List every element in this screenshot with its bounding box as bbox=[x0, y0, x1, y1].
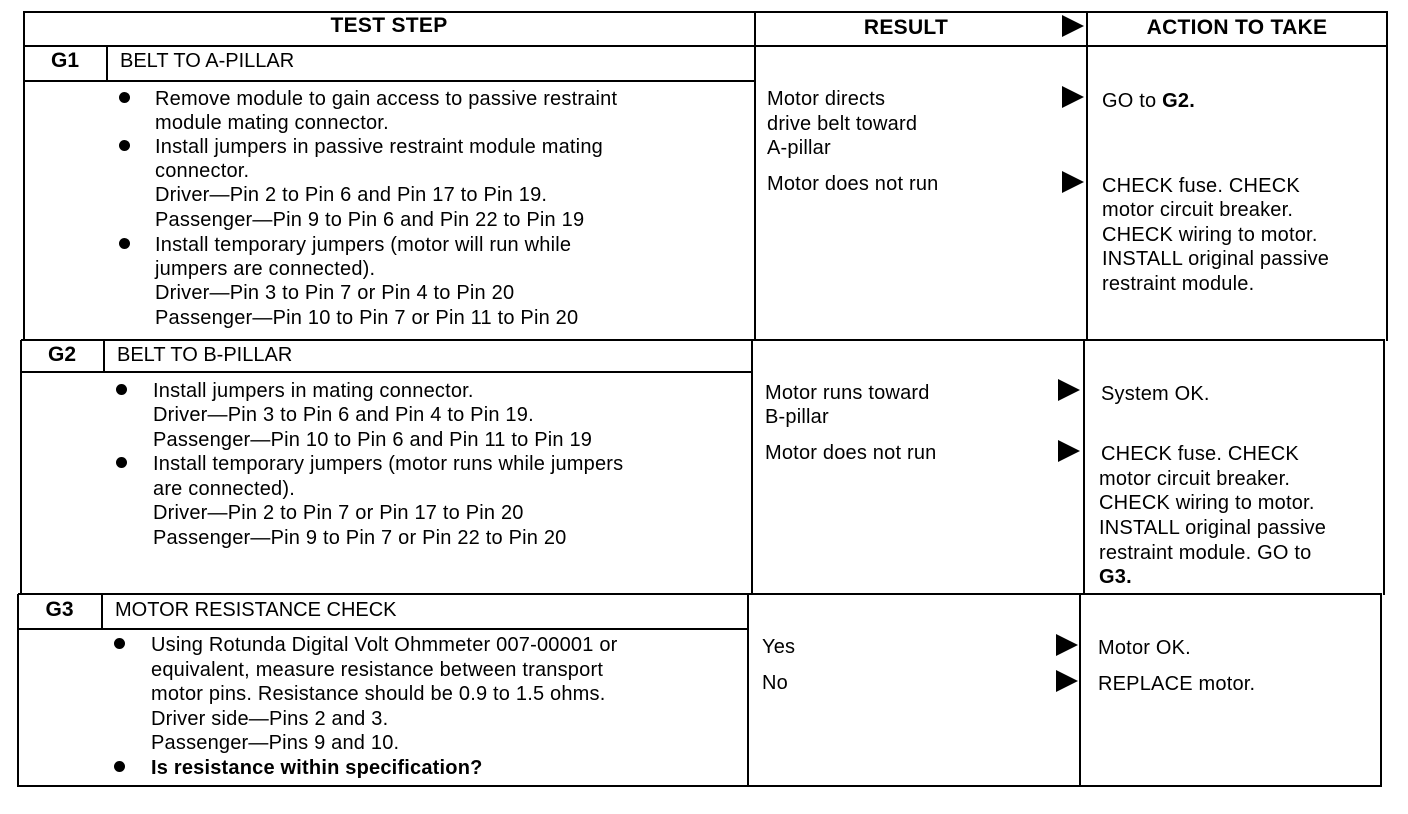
code-cell-divider bbox=[103, 340, 105, 372]
step-code: G2 bbox=[47, 343, 76, 366]
arrow-right-icon bbox=[1056, 634, 1078, 656]
instruction-line: Passenger—Pin 9 to Pin 6 and Pin 22 to Pin 19 bbox=[155, 209, 585, 231]
instruction-line: Using Rotunda Digital Volt Ohmmeter 007-00001 or bbox=[151, 634, 618, 656]
table-border-left bbox=[20, 340, 22, 595]
instruction-line: are connected). bbox=[153, 478, 295, 500]
bullet-icon bbox=[119, 92, 130, 103]
step-title-divider bbox=[24, 80, 755, 82]
code-cell-divider bbox=[106, 45, 108, 81]
result-line: Motor does not run bbox=[765, 442, 937, 464]
arrow-right-icon bbox=[1062, 86, 1084, 108]
arrow-right-icon bbox=[1058, 440, 1080, 462]
table-border-right bbox=[1386, 11, 1388, 341]
arrow-right-icon bbox=[1062, 171, 1084, 193]
column-divider bbox=[747, 594, 749, 787]
instruction-line: Install jumpers in mating connector. bbox=[153, 380, 474, 402]
instruction-line: connector. bbox=[155, 160, 250, 182]
result-line: Yes bbox=[762, 636, 796, 658]
instruction-line: Driver—Pin 3 to Pin 6 and Pin 4 to Pin 19. bbox=[153, 404, 534, 426]
bullet-icon bbox=[114, 638, 125, 649]
step-title: BELT TO B-PILLAR bbox=[117, 344, 293, 366]
instruction-line: Passenger—Pin 10 to Pin 6 and Pin 11 to Pin 19 bbox=[153, 429, 593, 451]
column-divider bbox=[1086, 11, 1088, 341]
column-divider bbox=[1079, 594, 1081, 787]
step-code: G3 bbox=[45, 598, 74, 621]
action-line: CHECK fuse. CHECK bbox=[1102, 175, 1300, 197]
result-line: Motor does not run bbox=[767, 173, 939, 195]
result-line: Motor directs bbox=[767, 88, 886, 110]
action-line: System OK. bbox=[1101, 383, 1210, 405]
arrow-right-icon bbox=[1062, 15, 1084, 37]
result-line: A-pillar bbox=[767, 137, 831, 159]
bullet-icon bbox=[114, 761, 125, 772]
code-cell-divider bbox=[101, 594, 103, 629]
instruction-question: Is resistance within specification? bbox=[151, 757, 483, 779]
instruction-line: Driver—Pin 2 to Pin 6 and Pin 17 to Pin 19. bbox=[155, 184, 548, 206]
arrow-right-icon bbox=[1056, 670, 1078, 692]
result-line: B-pillar bbox=[765, 406, 829, 428]
instruction-line: Driver—Pin 2 to Pin 7 or Pin 17 to Pin 20 bbox=[153, 502, 524, 524]
action-line: motor circuit breaker. bbox=[1099, 468, 1291, 490]
header-test-step: TEST STEP bbox=[330, 14, 448, 37]
result-line: No bbox=[762, 672, 788, 694]
column-divider bbox=[751, 340, 753, 595]
bullet-icon bbox=[119, 140, 130, 151]
header-result: RESULT bbox=[863, 16, 949, 39]
instruction-line: Passenger—Pin 9 to Pin 7 or Pin 22 to Pin 20 bbox=[153, 527, 567, 549]
instruction-line: Install temporary jumpers (motor will run while bbox=[155, 234, 572, 256]
action-line: CHECK fuse. CHECK bbox=[1101, 443, 1299, 465]
action-line: CHECK wiring to motor. bbox=[1102, 224, 1318, 246]
step-code: G1 bbox=[50, 49, 79, 72]
result-line: drive belt toward bbox=[767, 113, 918, 135]
action-step-reference: G3. bbox=[1099, 566, 1132, 588]
action-line: restraint module. GO to bbox=[1099, 542, 1312, 564]
action-line: INSTALL original passive bbox=[1102, 248, 1330, 270]
instruction-line: equivalent, measure resistance between transport bbox=[151, 659, 604, 681]
bullet-icon bbox=[116, 457, 127, 468]
column-divider bbox=[1083, 340, 1085, 595]
header-action: ACTION TO TAKE bbox=[1146, 16, 1328, 39]
instruction-line: jumpers are connected). bbox=[155, 258, 376, 280]
step-title: MOTOR RESISTANCE CHECK bbox=[115, 599, 397, 621]
action-line: GO to G2. bbox=[1102, 90, 1195, 112]
action-line: REPLACE motor. bbox=[1098, 673, 1256, 695]
bullet-icon bbox=[116, 384, 127, 395]
instruction-line: module mating connector. bbox=[155, 112, 389, 134]
instruction-line: Passenger—Pin 10 to Pin 7 or Pin 11 to Pin 20 bbox=[155, 307, 579, 329]
action-line: restraint module. bbox=[1102, 273, 1255, 295]
instruction-line: Install temporary jumpers (motor runs while jumpers bbox=[153, 453, 624, 475]
instruction-line: motor pins. Resistance should be 0.9 to 1.5 ohms. bbox=[151, 683, 606, 705]
section-divider bbox=[18, 593, 1382, 595]
action-line: INSTALL original passive bbox=[1099, 517, 1327, 539]
step-title-divider bbox=[18, 628, 748, 630]
table-border-bottom bbox=[17, 785, 1381, 787]
instruction-line: Passenger—Pins 9 and 10. bbox=[151, 732, 400, 754]
bullet-icon bbox=[119, 238, 130, 249]
step-title: BELT TO A-PILLAR bbox=[120, 50, 295, 72]
instruction-line: Install jumpers in passive restraint module mating bbox=[155, 136, 603, 158]
instruction-line: Driver side—Pins 2 and 3. bbox=[151, 708, 389, 730]
column-divider bbox=[754, 11, 756, 341]
instruction-line: Driver—Pin 3 to Pin 7 or Pin 4 to Pin 20 bbox=[155, 282, 515, 304]
result-line: Motor runs toward bbox=[765, 382, 930, 404]
table-border-right bbox=[1383, 340, 1385, 595]
arrow-right-icon bbox=[1058, 379, 1080, 401]
step-title-divider bbox=[21, 371, 752, 373]
table-border-right bbox=[1380, 594, 1382, 787]
action-line: Motor OK. bbox=[1098, 637, 1191, 659]
action-line: CHECK wiring to motor. bbox=[1099, 492, 1315, 514]
action-step-reference: G2. bbox=[1162, 90, 1195, 112]
instruction-line: Remove module to gain access to passive restraint bbox=[155, 88, 618, 110]
action-line: motor circuit breaker. bbox=[1102, 199, 1294, 221]
